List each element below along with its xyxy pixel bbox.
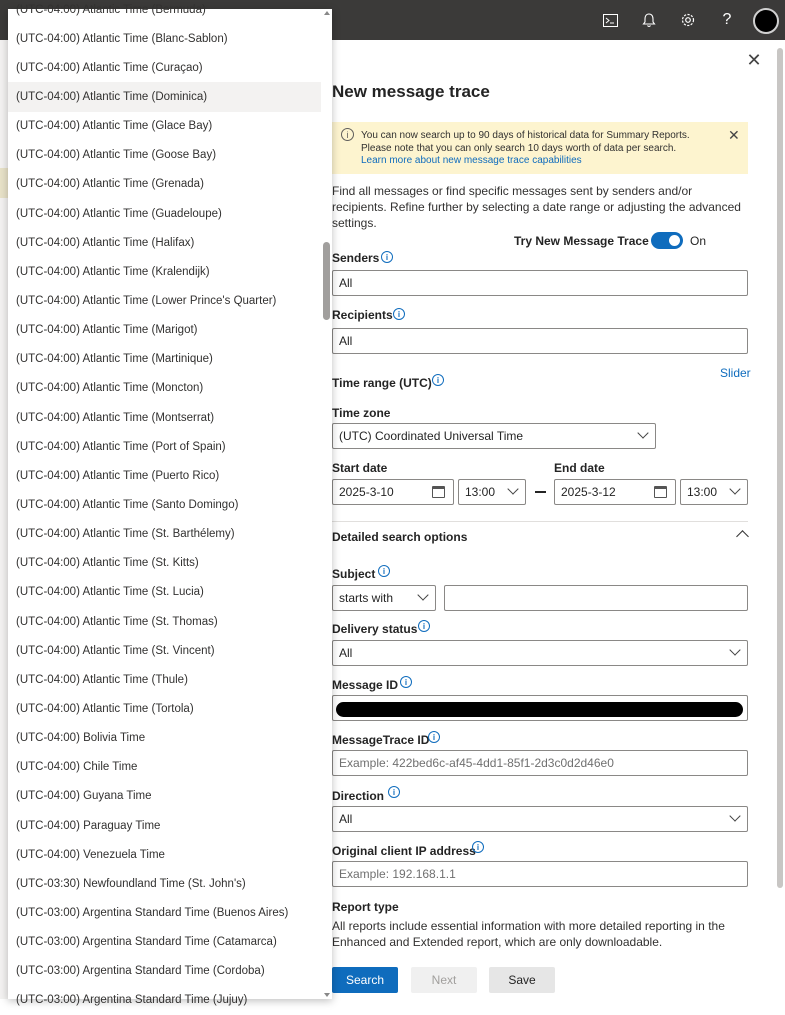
time-range-info-icon[interactable]: i — [432, 374, 444, 386]
end-time-value: 13:00 — [687, 485, 718, 499]
report-type-label: Report type — [332, 900, 399, 914]
time-zone-option[interactable]: (UTC-04:00) Atlantic Time (Halifax) — [16, 236, 195, 249]
terminal-icon[interactable] — [598, 8, 622, 32]
time-zone-option[interactable]: (UTC-04:00) Atlantic Time (Tortola) — [16, 702, 194, 715]
end-date-input[interactable] — [554, 479, 676, 505]
subject-label: Subject — [332, 567, 376, 581]
search-button[interactable]: Search — [332, 967, 398, 993]
section-divider — [332, 521, 748, 522]
message-id-info-icon[interactable]: i — [400, 676, 412, 688]
messagetrace-id-placeholder: Example: 422bed6c-af45-4dd1-85f1-2d3c0d2d46e0 — [339, 756, 614, 770]
senders-value: All — [339, 276, 353, 290]
subject-operator-value: starts with — [339, 591, 394, 605]
time-range-label: Time range (UTC) — [332, 376, 432, 390]
direction-value: All — [339, 812, 353, 826]
time-zone-option[interactable]: (UTC-04:00) Atlantic Time (Kralendijk) — [16, 265, 210, 278]
time-zone-option[interactable]: (UTC-03:00) Argentina Standard Time (Buenos Aires) — [16, 906, 289, 919]
banner-text: You can now search up to 90 days of historical data for Summary Reports. Please note that you can only search 10 days worth of data per search. — [361, 130, 690, 154]
client-ip-info-icon[interactable]: i — [472, 841, 484, 853]
senders-info-icon[interactable]: i — [381, 251, 393, 263]
time-zone-option[interactable]: (UTC-04:00) Atlantic Time (Dominica) — [8, 82, 321, 111]
time-zone-option[interactable]: (UTC-03:00) Argentina Standard Time (Cordoba) — [16, 965, 265, 978]
messagetrace-id-input[interactable] — [332, 750, 748, 776]
messagetrace-id-info-icon[interactable]: i — [428, 731, 440, 743]
delivery-status-select[interactable] — [332, 640, 748, 666]
time-zone-option[interactable]: (UTC-04:00) Atlantic Time (St. Lucia) — [16, 586, 204, 599]
delivery-status-info-icon[interactable]: i — [418, 620, 430, 632]
time-zone-option[interactable]: (UTC-04:00) Atlantic Time (Moncton) — [16, 382, 204, 395]
time-zone-option[interactable]: (UTC-03:30) Newfoundland Time (St. John's) — [16, 877, 246, 890]
dropdown-scrollbar[interactable] — [321, 9, 332, 999]
time-zone-option[interactable]: (UTC-04:00) Atlantic Time (Port of Spain) — [16, 440, 226, 453]
report-type-description: All reports include essential information with more detailed reporting in the Enhanced and Extended report, which are only downloadable. — [332, 919, 725, 949]
senders-label: Senders — [332, 251, 380, 265]
slider-link[interactable]: Slider — [720, 366, 751, 380]
time-zone-option[interactable]: (UTC-04:00) Atlantic Time (St. Kitts) — [16, 557, 199, 570]
client-ip-input[interactable] — [332, 861, 748, 887]
time-zone-option[interactable]: (UTC-04:00) Atlantic Time (Blanc-Sablon) — [16, 32, 228, 45]
dropdown-scroll-thumb[interactable] — [323, 242, 330, 320]
end-date-label: End date — [554, 461, 605, 475]
save-button[interactable]: Save — [489, 967, 555, 993]
time-zone-value: (UTC) Coordinated Universal Time — [339, 429, 524, 443]
time-zone-option[interactable]: (UTC-04:00) Atlantic Time (Goose Bay) — [16, 149, 217, 162]
calendar-icon[interactable] — [432, 486, 445, 498]
time-zone-option[interactable]: (UTC-04:00) Atlantic Time (St. Vincent) — [16, 644, 215, 657]
time-zone-option[interactable]: (UTC-04:00) Atlantic Time (St. Barthélemy) — [16, 528, 235, 541]
time-zone-option[interactable]: (UTC-03:00) Argentina Standard Time (Jujuy) — [16, 994, 248, 1007]
calendar-icon[interactable] — [654, 486, 667, 498]
start-time-select[interactable] — [458, 479, 526, 505]
time-zone-select[interactable] — [332, 423, 656, 449]
time-zone-option[interactable]: (UTC-04:00) Atlantic Time (Marigot) — [16, 324, 198, 337]
scroll-up-arrow-icon[interactable] — [324, 11, 330, 15]
start-date-value: 2025-3-10 — [339, 485, 394, 499]
recipients-input[interactable] — [332, 328, 748, 354]
subject-input[interactable] — [444, 585, 748, 611]
toggle-knob — [669, 235, 680, 246]
subject-info-icon[interactable]: i — [378, 565, 390, 577]
banner-close-icon[interactable]: ✕ — [728, 127, 740, 143]
time-zone-option[interactable]: (UTC-03:00) Argentina Standard Time (Catamarca) — [16, 936, 277, 949]
time-zone-option[interactable]: (UTC-04:00) Atlantic Time (Grenada) — [16, 178, 204, 191]
toggle-state-text: On — [690, 234, 707, 248]
time-zone-option[interactable]: (UTC-04:00) Bolivia Time — [16, 732, 146, 745]
end-date-value: 2025-3-12 — [561, 485, 616, 499]
time-zone-option[interactable]: (UTC-04:00) Atlantic Time (Montserrat) — [16, 411, 215, 424]
message-id-label: Message ID — [332, 678, 399, 692]
time-zone-option[interactable]: (UTC-04:00) Atlantic Time (Martinique) — [16, 353, 213, 366]
help-icon[interactable]: ? — [722, 11, 732, 28]
start-time-value: 13:00 — [465, 485, 496, 499]
chevron-down-icon — [729, 810, 740, 821]
close-panel-icon[interactable]: ✕ — [746, 49, 762, 70]
time-zone-option[interactable]: (UTC-04:00) Atlantic Time (Santo Domingo) — [16, 498, 239, 511]
recipients-info-icon[interactable]: i — [393, 308, 405, 320]
end-time-select[interactable] — [680, 479, 748, 505]
chevron-down-icon — [729, 644, 740, 655]
info-icon: i — [341, 128, 354, 141]
date-range-dash — [535, 491, 546, 493]
time-zone-option[interactable]: (UTC-04:00) Atlantic Time (Curaçao) — [16, 61, 203, 74]
recipients-value: All — [339, 334, 353, 348]
redacted-message-id — [336, 702, 743, 717]
avatar[interactable] — [753, 8, 779, 34]
time-zone-option[interactable]: (UTC-04:00) Atlantic Time (Thule) — [16, 673, 188, 686]
time-zone-option[interactable]: (UTC-04:00) Guyana Time — [16, 790, 152, 803]
time-zone-option[interactable]: (UTC-04:00) Atlantic Time (Bermuda) — [16, 3, 206, 16]
time-zone-options — [8, 0, 321, 1015]
chevron-down-icon — [637, 427, 648, 438]
bell-icon[interactable] — [637, 8, 661, 32]
senders-input[interactable] — [332, 270, 748, 296]
time-zone-label: Time zone — [332, 406, 391, 420]
gear-icon[interactable] — [676, 8, 700, 32]
delivery-status-value: All — [339, 646, 353, 660]
time-zone-option[interactable]: (UTC-04:00) Paraguay Time — [16, 819, 161, 832]
time-zone-option[interactable]: (UTC-04:00) Venezuela Time — [16, 848, 165, 861]
panel-description: Find all messages or find specific messages sent by senders and/or recipients. Refine further by selecting a date range or adjusting the advanced settings. — [332, 184, 741, 230]
learn-more-link[interactable]: Learn more about new message trace capabilities — [361, 155, 582, 166]
messagetrace-id-label: MessageTrace ID — [332, 733, 430, 747]
direction-label: Direction — [332, 789, 385, 803]
start-date-input[interactable] — [332, 479, 454, 505]
detailed-search-options-header[interactable]: Detailed search options — [332, 530, 468, 544]
scroll-down-arrow-icon[interactable] — [324, 993, 330, 997]
direction-select[interactable] — [332, 806, 748, 832]
direction-info-icon[interactable]: i — [388, 786, 400, 798]
page-title: New message trace — [332, 82, 490, 101]
chevron-down-icon — [729, 483, 740, 494]
time-zone-option[interactable]: (UTC-04:00) Atlantic Time (Glace Bay) — [16, 120, 213, 133]
time-zone-dropdown — [8, 3, 332, 1007]
recipients-label: Recipients — [332, 308, 393, 322]
chevron-down-icon — [417, 589, 428, 600]
subject-operator-select[interactable] — [332, 585, 436, 611]
next-button[interactable]: Next — [411, 967, 477, 993]
chevron-down-icon — [507, 483, 518, 494]
time-zone-option[interactable]: (UTC-04:00) Atlantic Time (St. Thomas) — [16, 615, 218, 628]
info-banner — [332, 122, 748, 174]
panel-scrollbar[interactable] — [777, 48, 783, 888]
client-ip-label: Original client IP address — [332, 844, 476, 858]
start-date-label: Start date — [332, 461, 388, 475]
time-zone-option[interactable]: (UTC-04:00) Atlantic Time (Puerto Rico) — [16, 469, 220, 482]
time-zone-option[interactable]: (UTC-04:00) Atlantic Time (Lower Prince's Quarter) — [16, 294, 277, 307]
delivery-status-label: Delivery status — [332, 622, 418, 636]
time-zone-option[interactable]: (UTC-04:00) Chile Time — [16, 761, 138, 774]
client-ip-placeholder: Example: 192.168.1.1 — [339, 867, 456, 881]
new-trace-toggle[interactable] — [651, 232, 683, 249]
time-zone-option[interactable]: (UTC-04:00) Atlantic Time (Guadeloupe) — [16, 207, 222, 220]
new-trace-toggle-label: Try New Message Trace — [514, 234, 649, 248]
